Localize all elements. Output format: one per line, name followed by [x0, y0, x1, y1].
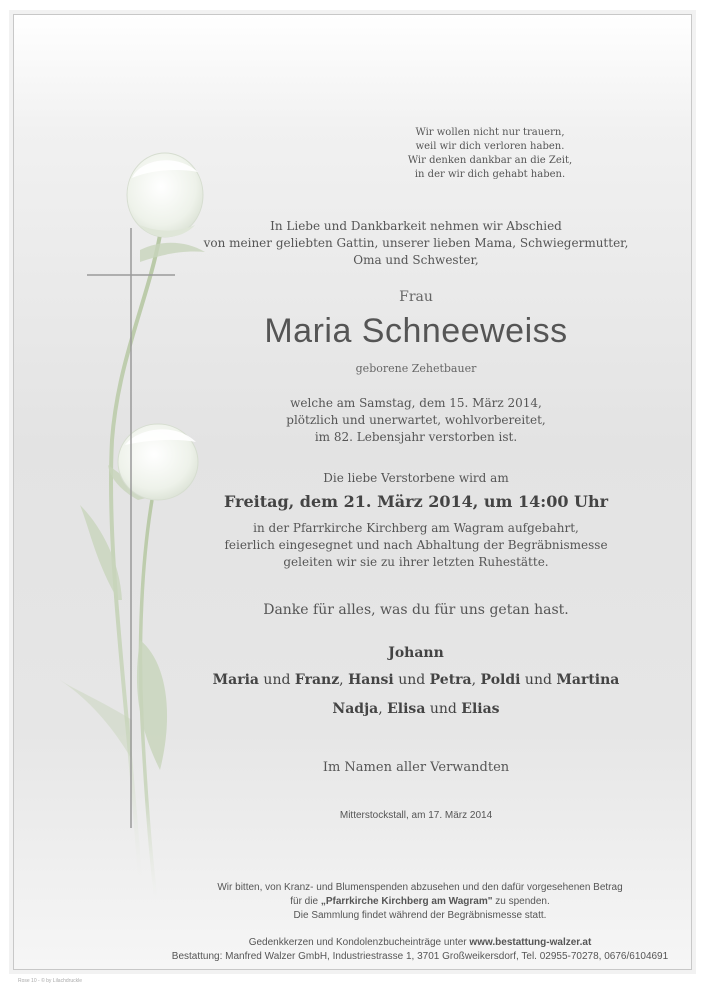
poem-verse: [390, 126, 590, 182]
deceased-name: Maria Schneeweiss: [264, 312, 568, 350]
family-member: Martina: [556, 672, 620, 688]
family-member: Petra: [429, 672, 472, 688]
footer-contact: [120, 936, 708, 964]
death-notice-line: im 82. Lebensjahr verstorben ist.: [314, 430, 518, 444]
poem-line: Wir wollen nicht nur trauern,: [415, 127, 565, 138]
family-member: Johann: [388, 645, 444, 661]
family-member: Poldi: [480, 672, 521, 688]
intro-line: von meiner geliebten Gattin, unserer lieben Mama, Schwiegermutter,: [203, 236, 629, 250]
family-separator: ,: [471, 672, 477, 688]
donation-note: [120, 881, 708, 923]
intro-text: [150, 218, 682, 269]
salutation: Frau: [399, 289, 433, 305]
donation-line: [120, 895, 708, 909]
intro-line: In Liebe und Dankbarkeit nehmen wir Abschied: [270, 219, 562, 233]
family-member: Elisa: [387, 701, 426, 717]
funeral-intro: Die liebe Verstorbene wird am: [323, 471, 509, 485]
funeral-place-line: in der Pfarrkirche Kirchberg am Wagram aufgebahrt,: [253, 521, 579, 535]
donation-recipient: „Pfarrkirche Kirchberg am Wagram": [320, 896, 493, 907]
maiden-name: geborene Zehetbauer: [355, 362, 477, 375]
family-conjunction: und: [429, 701, 457, 717]
poem-line: in der wir dich gehabt haben.: [414, 169, 566, 180]
family-separator: ,: [339, 672, 344, 688]
funeral-place-line: feierlich eingesegnet und nach Abhaltung der Begräbnismesse: [224, 538, 608, 552]
footer-line: Bestattung: Manfred Walzer GmbH, Industriestrasse 1, 3701 Großweikersdorf, Tel. 02955-70278, 0676/6104691: [171, 951, 669, 962]
death-notice: [150, 395, 682, 446]
family-grandchildren: [150, 701, 682, 717]
family-conjunction: und: [524, 672, 552, 688]
donation-text: für die: [290, 896, 319, 907]
poem-line: weil wir dich verloren haben.: [415, 141, 565, 152]
funeral-date: Freitag, dem 21. März 2014, um 14:00 Uhr: [223, 492, 609, 511]
thanks-line: Danke für alles, was du für uns getan hast.: [263, 602, 569, 618]
footer-text: Gedenkkerzen und Kondolenzbucheinträge unter: [248, 937, 467, 948]
image-credit: Rose 10 - © by Lilachdruckle: [18, 978, 82, 984]
family-conjunction: und: [263, 672, 291, 688]
family-member: Maria: [212, 672, 259, 688]
intro-line: Oma und Schwester,: [353, 253, 479, 267]
family-member: Hansi: [348, 672, 394, 688]
family-member: Nadja: [332, 701, 379, 717]
family-separator: ,: [378, 701, 383, 717]
on-behalf-line: Im Namen aller Verwandten: [322, 760, 510, 775]
death-notice-line: welche am Samstag, dem 15. März 2014,: [290, 396, 542, 410]
website-link[interactable]: www.bestattung-walzer.at: [469, 937, 592, 948]
family-member: Elias: [461, 701, 500, 717]
poem-line: Wir denken dankbar an die Zeit,: [407, 155, 573, 166]
family-member: Franz: [294, 672, 340, 688]
donation-line: Wir bitten, von Kranz- und Blumenspenden abzusehen und den dafür vorgesehenen Betrag: [217, 882, 623, 893]
family-husband: [150, 645, 682, 661]
donation-line: Die Sammlung findet während der Begräbnismesse statt.: [293, 910, 547, 921]
donation-text: zu spenden.: [495, 896, 550, 907]
funeral-place-line: geleiten wir sie zu ihrer letzten Ruhestätte.: [283, 555, 549, 569]
place-date: Mitterstockstall, am 17. März 2014: [339, 810, 493, 821]
family-conjunction: und: [398, 672, 426, 688]
family-children: [150, 672, 682, 688]
footer-line: [120, 936, 708, 950]
death-notice-line: plötzlich und unerwartet, wohlvorbereitet,: [286, 413, 546, 427]
funeral-place: [150, 520, 682, 571]
